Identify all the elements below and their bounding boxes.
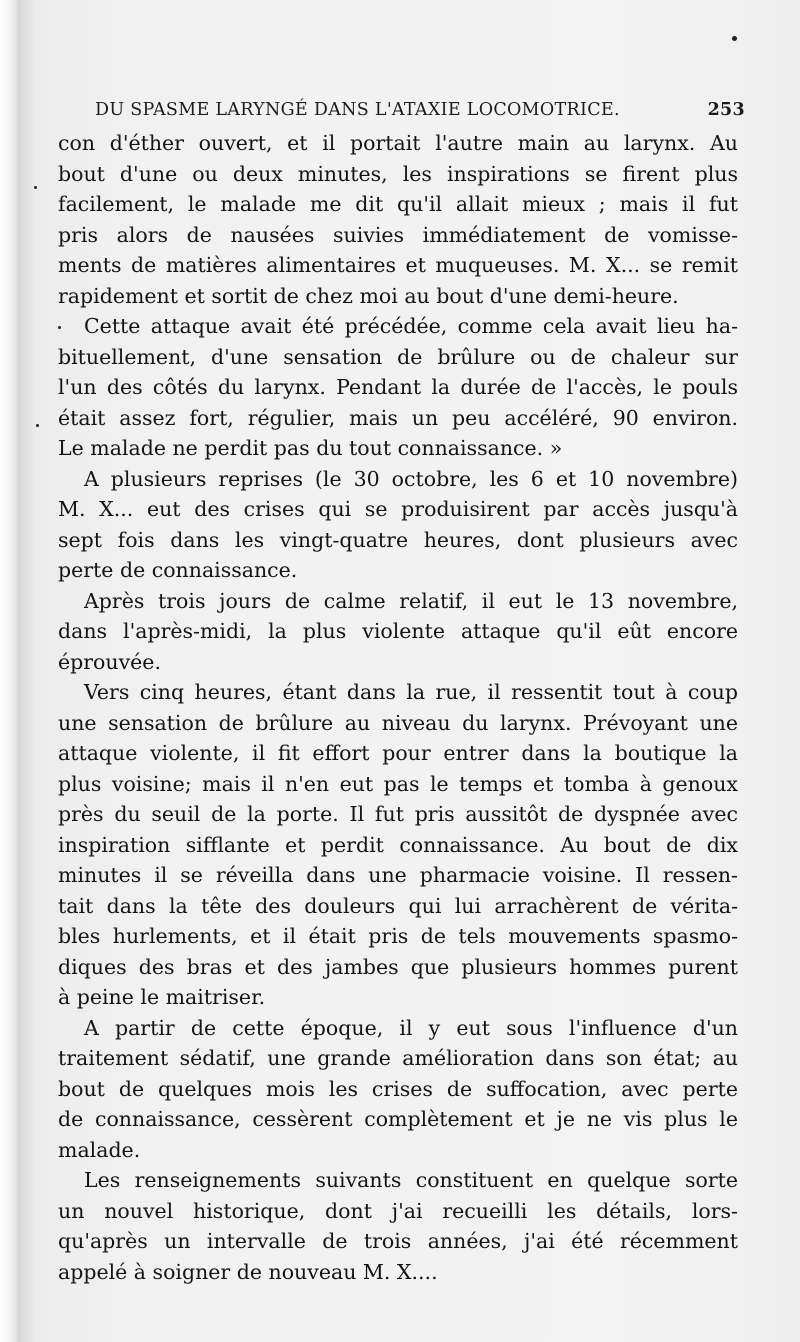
page-number: 253 [707,100,745,120]
text-line: qu'après un intervalle de trois années, j'ai été récemment [58,1229,738,1253]
text-line: A plusieurs reprises (le 30 octobre, les 6 et 10 novembre) [84,466,738,491]
text-line: tait dans la tête des douleurs qui lui arrachèrent de vérita- [58,893,738,918]
ink-speck [732,36,737,41]
text-line: un nouvel historique, dont j'ai recueilli les détails, lors- [58,1198,738,1223]
ink-speck [36,424,39,427]
text-line: dans l'après-midi, la plus violente attaque qu'il eût encore [58,619,738,643]
text-line: minutes il se réveilla dans une pharmacie voisine. Il ressen- [58,863,738,887]
text-line: Vers cinq heures, étant dans la rue, il ressentit tout à coup [84,680,738,704]
text-line: éprouvée. [58,649,161,674]
text-line: rapidement et sortit de chez moi au bout d'une demi-heure. [58,283,679,308]
text-line: M. X... eut des crises qui se produisirent par accès jusqu'à [58,497,738,521]
text-line: bles hurlements, et il était pris de tels mouvements spasmo- [58,924,738,948]
text-line: était assez fort, régulier, mais un peu accéléré, 90 environ. [58,405,738,430]
page-gutter [0,0,18,1342]
text-line: facilement, le malade me dit qu'il allait mieux ; mais il fut [58,192,738,216]
text-line: de connaissance, cessèrent complètement et je ne vis plus le [58,1107,738,1131]
text-line: A partir de cette époque, il y eut sous l'influence d'un [84,1015,738,1040]
text-line: Les renseignements suivants constituent en quelque sorte [84,1168,738,1192]
text-line: pris alors de nausées suivies immédiatement de vomisse- [58,222,738,247]
running-title: DU SPASME LARYNGÉ DANS L'ATAXIE LOCOMOTRICE. [95,100,620,120]
text-line: plus voisine; mais il n'en eut pas le temps et tomba à genoux [58,771,738,796]
text-line: ments de matières alimentaires et muqueuses. M. X... se remit [58,253,738,277]
text-line: l'un des côtés du larynx. Pendant la durée de l'accès, le pouls [58,375,738,399]
text-line: bout de quelques mois les crises de suffocation, avec perte [58,1076,738,1101]
text-line: appelé à soigner de nouveau M. X.... [58,1259,438,1284]
text-line: traitement sédatif, une grande amélioration dans son état; au [58,1046,738,1070]
text-line: malade. [58,1137,141,1162]
text-line: sept fois dans les vingt-quatre heures, dont plusieurs avec [58,527,738,552]
text-line: attaque violente, il fit effort pour entrer dans la boutique la [58,741,738,765]
text-line: inspiration sifflante et perdit connaissance. Au bout de dix [58,832,738,857]
text-line: con d'éther ouvert, et il portait l'autre main au larynx. Au [58,131,738,155]
ink-speck [34,186,37,189]
text-line: à peine le maitriser. [58,985,266,1009]
text-line: perte de connaissance. [58,558,298,582]
text-line: près du seuil de la porte. Il fut pris aussitôt de dyspnée avec [58,802,738,826]
text-line: bituellement, d'une sensation de brûlure ou de chaleur sur [58,344,738,369]
text-line: bout d'une ou deux minutes, les inspirations se firent plus [58,161,738,186]
text-line: diques des bras et des jambes que plusieurs hommes purent [58,954,738,979]
running-head [95,100,745,126]
text-line: Après trois jours de calme relatif, il eut le 13 novembre, [84,588,738,613]
body-text [58,128,738,1287]
text-line: Cette attaque avait été précédée, comme cela avait lieu ha- [84,314,738,338]
text-line: une sensation de brûlure au niveau du larynx. Prévoyant une [58,710,738,735]
text-line: Le malade ne perdit pas du tout connaissance. » [58,436,563,460]
